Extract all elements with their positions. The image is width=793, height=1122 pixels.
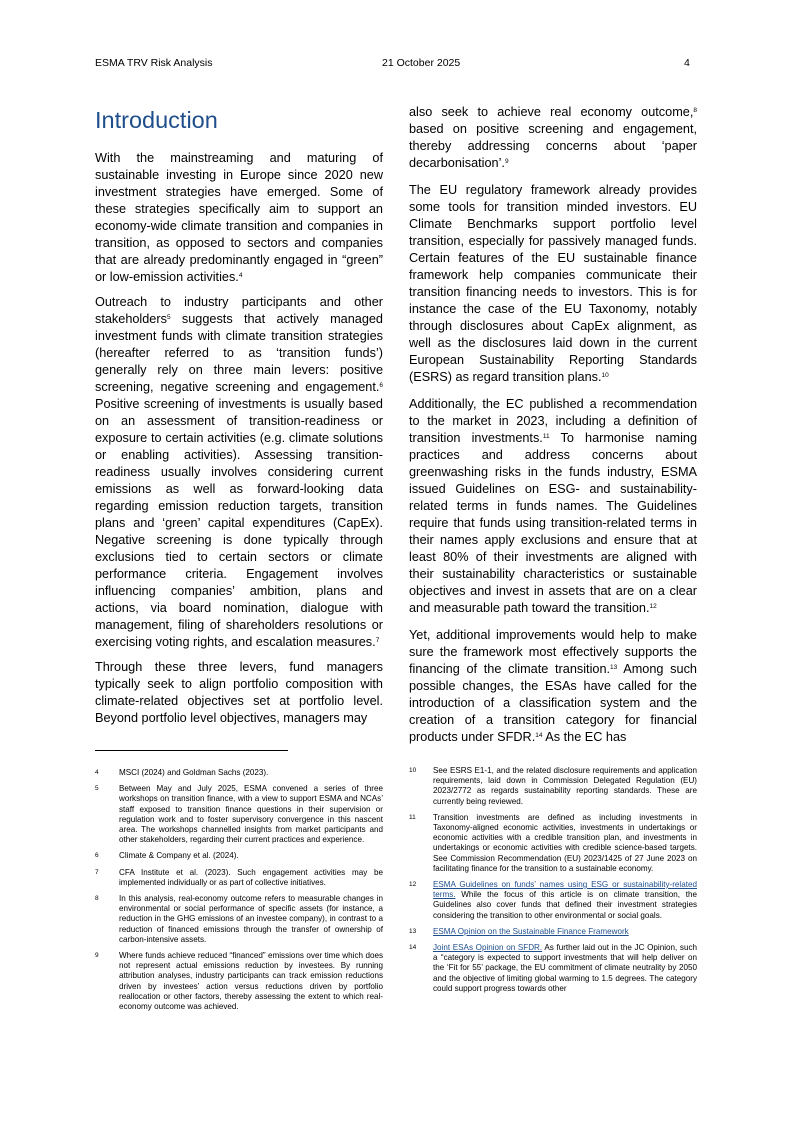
footnote-number: 7 xyxy=(95,868,99,876)
footnote xyxy=(95,768,383,778)
footnote-number: 13 xyxy=(409,927,417,935)
footnote-ref[interactable]: 11 xyxy=(542,433,550,440)
footnote-ref[interactable]: 14 xyxy=(535,732,543,739)
joint-opinion-link[interactable]: Joint ESAs Opinion on SFDR. xyxy=(433,943,543,953)
footnote xyxy=(409,880,697,921)
footnote-number: 12 xyxy=(409,881,417,889)
body-paragraph: Yet, additional improvements would help to make sure the framework most effectively supports the financing of the climate transition.$^{13}$ Among such possible changes, the ESAs have called for the introduction of a classification system and the creation of a transition category for financial products under SFDR.$^{14}$ As the EC has xyxy=(409,628,697,744)
footnote xyxy=(95,894,383,945)
opinion-link[interactable]: ESMA Opinion on the Sustainable Finance Framework xyxy=(433,926,629,936)
footnote xyxy=(409,766,697,807)
body-paragraph: With the mainstreaming and maturing of sustainable investing in Europe since 2020 new investment strategies have emerged. Some of these strategies specifically aim to support an economy-wide climate transition and companies in transition, as opposed to sectors and companies that are already predominantly engaged in “green” or low-emission activities.$^4$ xyxy=(95,151,383,284)
running-header-title: ESMA TRV Risk Analysis xyxy=(95,57,213,69)
footnote-ref[interactable]: 6 xyxy=(379,382,383,389)
footnotes-right xyxy=(409,766,697,1000)
body-paragraph: Through these three levers, fund managers typically seek to align portfolio composition with climate-related objectives set at portfolio level. Beyond portfolio level objectives, managers may xyxy=(95,660,383,725)
footnote-number: 10 xyxy=(409,767,417,774)
footnote-number: 14 xyxy=(409,944,417,952)
footnote xyxy=(95,784,383,845)
footnote-ref[interactable]: 4 xyxy=(238,272,243,279)
footnote xyxy=(95,851,383,861)
footnote-text: MSCI (2024) and Goldman Sachs (2023). xyxy=(119,768,269,777)
footnote xyxy=(409,943,697,994)
footnote-text: Where funds achieve reduced “financed” emissions over time which does not represent actual emissions reduction by investees. By running attribution analyses, industry participants can track emission reductions driven by investees’ action versus reductions driven by portfolio reallocation or other factors, thereby assessing the extent to which real-economy outcome was achieved. xyxy=(119,951,383,1012)
footnote-text: Climate & Company et al. (2024). xyxy=(119,851,239,861)
footnote-number: 9 xyxy=(95,952,99,960)
footnote xyxy=(95,951,383,1012)
footnote-text: Transition investments are defined as including investments in Taxonomy-aligned economic activities, investments in undertakings or economic activities with a credible transition plan, and investments in undertakings or economic activities with credible science-based targets. See Commission Recommendation (EU) 2023/1425 of 27 June 2023 on facilitating finance for the transition to a sustainable economy. xyxy=(433,812,697,873)
footnote xyxy=(409,927,697,937)
footnote-ref[interactable]: 7 xyxy=(375,637,380,644)
footnote-text: Between May and July 2025, ESMA convened a series of three workshops on transition finance, with a view to support ESMA and NCAs’ staff exposed to transition finance questions in their supervision or regulation work and to foster supervisory convergence in this nascent area. The workshops channelled insights from market participants and other stakeholders, regarding their current practices and experience. xyxy=(119,784,383,845)
footnote-text: Joint ESAs Opinion on SFDR. As further laid out in the JC Opinion, such a “category is expected to support investments that will help deliver on the ‘Fit for 55’ package, the EU commitment of climate neutrality by 2050 and the objective of limiting global warming to 1.5 degrees. The category could support progress towards other xyxy=(433,943,697,993)
footnote-number: 5 xyxy=(95,785,99,793)
running-header-date: 21 October 2025 xyxy=(382,57,461,69)
body-paragraph: Outreach to industry participants and other stakeholders$^5$ suggests that actively managed investment funds with climate transition strategies (hereafter referred to as ‘transition funds’) generally rely on three main levers: positive screening, negative screening and engagement.$^6$ Positive screening of investments is usually based on an assessment of transition-readiness or exposure to certain activities (e.g. climate solutions or enabling activities). Assessing transition-readiness usually involves considering current emissions as well as forward-looking data regarding emission reduction targets, transition plans and ‘green’ capital expenditures (CapEx). Negative screening is done typically through exclusions tied to certain sectors or climate performance criteria. Engagement involves influencing companies’ ambition, plans and actions, via board nomination, dialogue with management, filing of shareholders resolutions or exercising voting rights, and escalation measures.$^7$ xyxy=(95,295,383,649)
footnote-ref[interactable]: 5 xyxy=(166,314,171,321)
footnote xyxy=(95,868,383,888)
footnotes-left xyxy=(95,768,383,1018)
footnote-separator xyxy=(95,750,288,751)
footnote-text: CFA Institute et al. (2023). Such engagement activities may be implemented individually or as part of collective initiatives. xyxy=(119,867,383,887)
body-paragraph: Additionally, the EC published a recommendation to the market in 2023, including a definition of transition investments.$^{11}$ To harmonise naming practices and address concerns about greenwashing risks in the funds industry, ESMA issued Guidelines on ESG- and sustainability-related terms in funds names. The Guidelines require that funds using transition-related terms in their names apply exclusions and ensure that at least 80% of their investments are aligned with their sustainability characteristics or sustainable objectives and invest in assets that are on a clear and measurable path toward the transition.$^{12}$ xyxy=(409,397,698,615)
body-paragraph: also seek to achieve real economy outcome,$^8$ based on positive screening and engagement, thereby addressing concerns about ‘paper decarbonisation’.$^9$ xyxy=(409,105,697,170)
footnote-number: 11 xyxy=(409,813,416,821)
footnote-text: ESMA Guidelines on funds’ names using ESG or sustainability-related terms. While the focus of this article is on climate transition, the Guidelines also cover funds that defined their investment strategies considering the transition to other environmental or social goals. xyxy=(433,880,697,920)
footnote-ref[interactable]: 8 xyxy=(693,107,697,114)
footnote-text: See ESRS E1-1, and the related disclosure requirements and application requirements, laid down in Commission Delegated Regulation (EU) 2023/2772 as regards sustainability reporting standards. These are currently being reviewed. xyxy=(433,766,697,806)
footnote-ref[interactable]: 13 xyxy=(610,664,618,671)
guidelines-link[interactable]: ESMA Guidelines on funds’ names using ESG or sustainability-related terms. xyxy=(433,880,697,900)
left-column xyxy=(95,106,383,735)
page-number: 4 xyxy=(684,57,690,69)
footnote xyxy=(409,813,697,874)
right-column xyxy=(409,104,697,756)
footnote-number: 6 xyxy=(95,852,99,860)
footnote-ref[interactable]: 10 xyxy=(601,372,609,379)
footnote-ref[interactable]: 9 xyxy=(504,158,509,165)
footnote-text: In this analysis, real-economy outcome refers to measurable changes in environmental or social performance of specific assets (for instance, a reduction in the GHG emissions of an investee company), in contrast to a reduction of financed emissions through the transfer of ownership of carbon-intensive assets. xyxy=(119,894,383,944)
section-title: Introduction xyxy=(95,107,218,133)
footnote-ref[interactable]: 12 xyxy=(649,603,657,610)
footnote-number: 4 xyxy=(95,769,99,776)
body-paragraph: The EU regulatory framework already provides some tools for transition minded investors. EU Climate Benchmarks support portfolio level transition, especially for passively managed funds. Certain features of the EU sustainable finance framework help companies communicate their transition financing needs to investors. This is for instance the case of the EU Taxonomy, notably through disclosures about CapEx alignment, as well as the disclosures laid down in the current European Sustainability Reporting Standards (ESRS) as regard transition plans.$^{10}$ xyxy=(409,183,697,384)
footnote-number: 8 xyxy=(95,895,99,903)
footnote-text xyxy=(433,927,697,937)
